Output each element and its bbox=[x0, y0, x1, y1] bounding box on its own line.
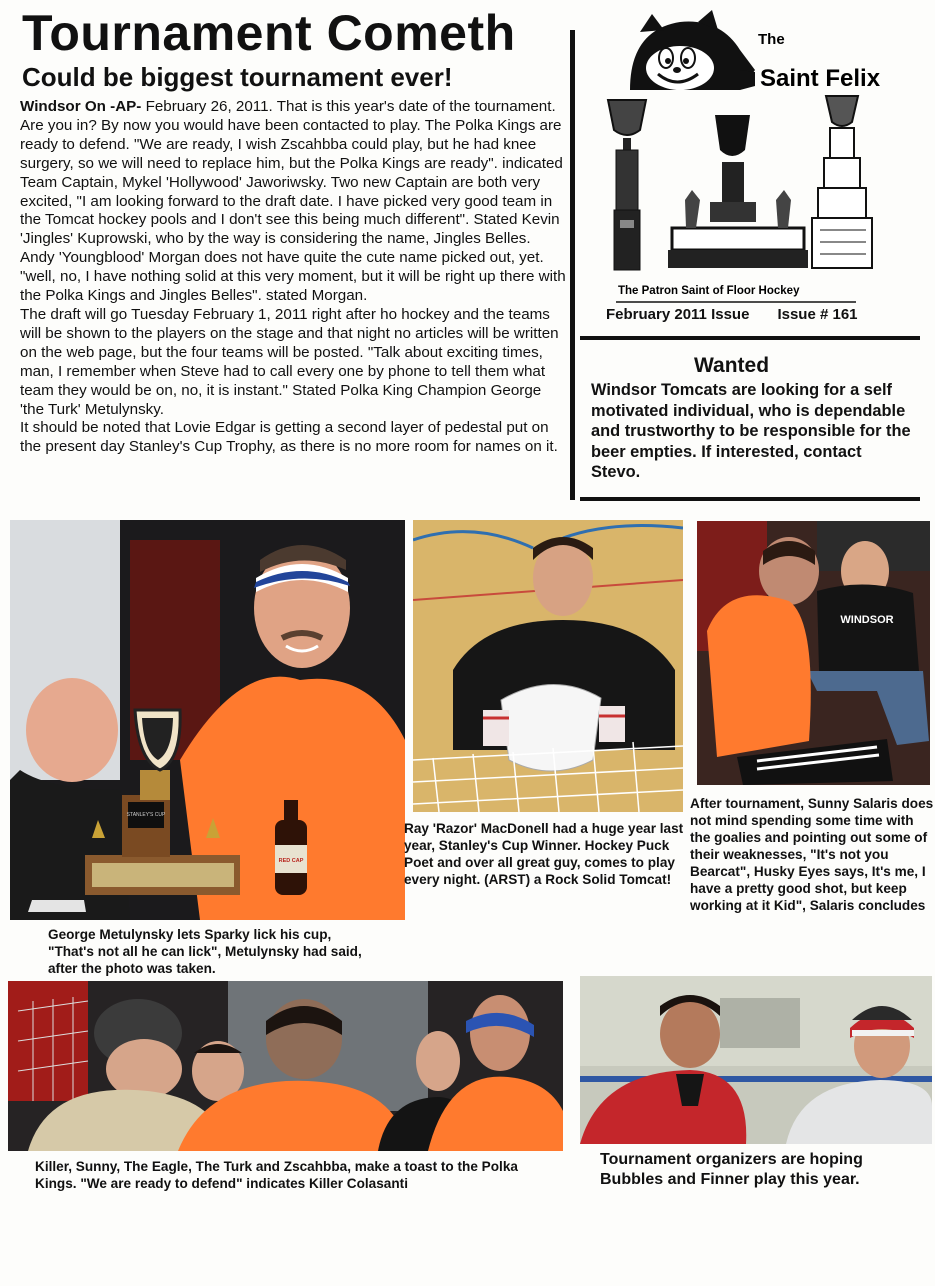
photo-sunny bbox=[697, 521, 930, 785]
photo-organizers-illustration bbox=[580, 976, 932, 1144]
photo-organizers bbox=[580, 976, 932, 1144]
caption-toast: Killer, Sunny, The Eagle, The Turk and Zscahbba, make a toast to the Polka Kings. "We are ready to defend" indicates Killer Colasanti bbox=[35, 1159, 518, 1191]
masthead-the: The bbox=[758, 31, 785, 48]
photo-trophy-illustration bbox=[10, 520, 405, 920]
dateline: Windsor On -AP- bbox=[20, 98, 142, 115]
photo-sunny-illustration bbox=[697, 521, 930, 785]
column-divider bbox=[570, 30, 575, 500]
left-trophy-icon bbox=[608, 100, 646, 270]
caption-sunny: After tournament, Sunny Salaris does not mind spending some time with the goalies and pointing out some of their weaknesses, "It's not you Bearcat", Husky Eyes says, It's me, I have a pretty good shot, but keep working at it Kid", Salaris concludes bbox=[690, 796, 934, 913]
wanted-text: Windsor Tomcats are looking for a self motivated individual, who is dependable and trustworthy to be responsible for the beer empties. If interested, contact Stevo. bbox=[591, 381, 911, 481]
center-trophy-icon bbox=[668, 115, 808, 268]
masthead-tagline: The Patron Saint of Floor Hockey bbox=[618, 285, 800, 297]
caption-ray: Ray 'Razor' MacDonell had a huge year last year, Stanley's Cup Winner. Hockey Puck Poet and over all great guy, comes to play every night. (ARST) a Rock Solid Tomcat! bbox=[404, 821, 684, 887]
shirt-print-text: WINDSOR bbox=[840, 614, 894, 626]
article-paragraph-4: It should be noted that Lovie Edgar is getting a second layer of pedestal put on the present day Stanley's Cup Trophy, as there is no more room for names on it. bbox=[20, 419, 558, 456]
photo-goalie bbox=[413, 520, 683, 812]
article-body bbox=[20, 98, 568, 457]
article-paragraph-3: The draft will go Tuesday February 1, 2011 right after ho hockey and the teams will be shown to the players on the stage and that night no articles will be written on the web page, but the four teams will be posted. "Talk about exciting times, man, I remember when Steve had to call every one by phone to tell them what team they would be on, no, it is instant." Stated Polka King Champion George 'the Turk' Metulynsky. bbox=[20, 305, 559, 418]
photo-toast bbox=[8, 981, 563, 1151]
headline: Tournament Cometh bbox=[22, 5, 516, 61]
trophy-plate-text: STANLEY'S CUP bbox=[126, 812, 166, 818]
issue-number: Issue # 161 bbox=[777, 306, 858, 323]
photo-toast-illustration bbox=[8, 981, 563, 1151]
divider-rule bbox=[580, 336, 920, 340]
caption-george: George Metulynsky lets Sparky lick his cup, "That's not all he can lick", Metulynsky had said, after the photo was taken. bbox=[48, 927, 362, 976]
article-paragraph-1 bbox=[20, 98, 568, 249]
subheadline: Could be biggest tournament ever! bbox=[22, 62, 453, 92]
caption-organizers: Tournament organizers are hoping Bubbles and Finner play this year. bbox=[600, 1151, 863, 1188]
issue-line bbox=[606, 306, 886, 323]
article-lead-text: February 26, 2011. That is this year's date of the tournament. Are you in? By now you would have been contacted to play. The Polka Kings are ready to defend. "We are ready, I wish Zscahbba could play, but he had knee surgery, so we will need to replace him, but the Polka Kings are ready". indicated Team Captain, Mykel 'Hollywood' Jaworiwsky. Two new Captain are both very excited, "I am looking forward to the draft date. I have picked very good team in the Tomcat hockey pools and I don't see this being much different". Stated Kevin 'Jingles' Kuprowski, who by the way is considering the name, Jingles Belles. bbox=[20, 98, 563, 248]
divider-rule bbox=[580, 497, 920, 501]
right-trophy-icon bbox=[812, 96, 872, 268]
masthead bbox=[590, 10, 890, 310]
photo-trophy-celebration bbox=[10, 520, 405, 920]
masthead-artwork bbox=[590, 10, 890, 310]
masthead-title: Saint Felix bbox=[760, 65, 881, 92]
photo-goalie-illustration bbox=[413, 520, 683, 812]
wanted-title: Wanted bbox=[694, 354, 770, 377]
bottle-label-text: RED CAP bbox=[278, 858, 304, 864]
felix-cat-logo bbox=[630, 10, 755, 90]
issue-date: February 2011 Issue bbox=[606, 306, 750, 323]
article-paragraph-2: Andy 'Youngblood' Morgan does not have quite the cute name picked out, yet. "well, no, I have nothing solid at this very moment, but it will be right up there with the Polka Kings and Jingles Belles". stated Morgan. bbox=[20, 249, 566, 305]
